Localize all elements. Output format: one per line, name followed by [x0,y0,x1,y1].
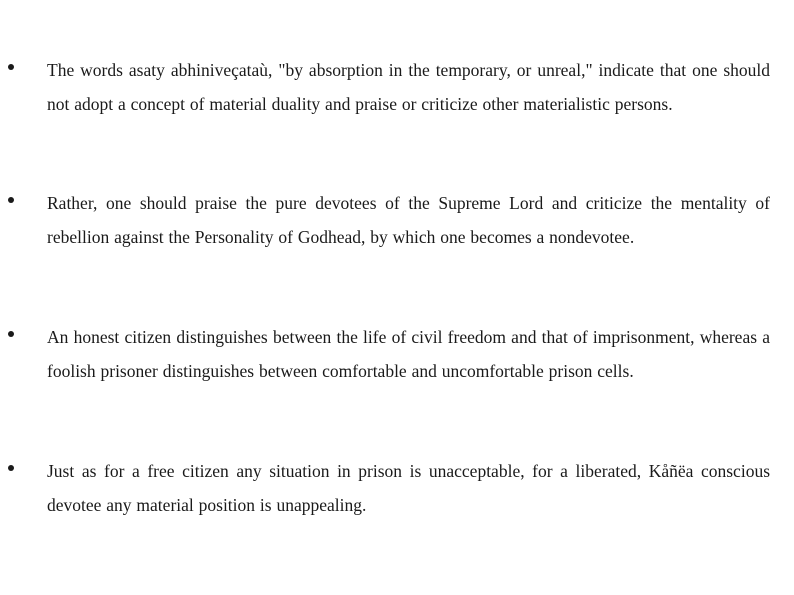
bullet-dot-icon [8,197,14,203]
bullet-text: Rather, one should praise the pure devotees of the Supreme Lord and criticize the mentality of rebellion against the Personality of Godhead, by which one becomes a nondevotee. [47,193,770,247]
bullet-text: An honest citizen distinguishes between the life of civil freedom and that of imprisonment, whereas a foolish prisoner distinguishes between comfortable and uncomfortable prison cells. [47,327,770,381]
bullet-dot-icon [8,465,14,471]
bullet-text: Just as for a free citizen any situation in prison is unacceptable, for a liberated, Kåñëa conscious devotee any material position is unappealing. [47,461,770,515]
bullet-dot-icon [8,331,14,337]
bullet-dot-icon [8,64,14,70]
bullet-text: The words asaty abhiniveçataù, "by absorption in the temporary, or unreal," indicate that one should not adopt a concept of material duality and praise or criticize other materialistic persons. [47,60,770,114]
